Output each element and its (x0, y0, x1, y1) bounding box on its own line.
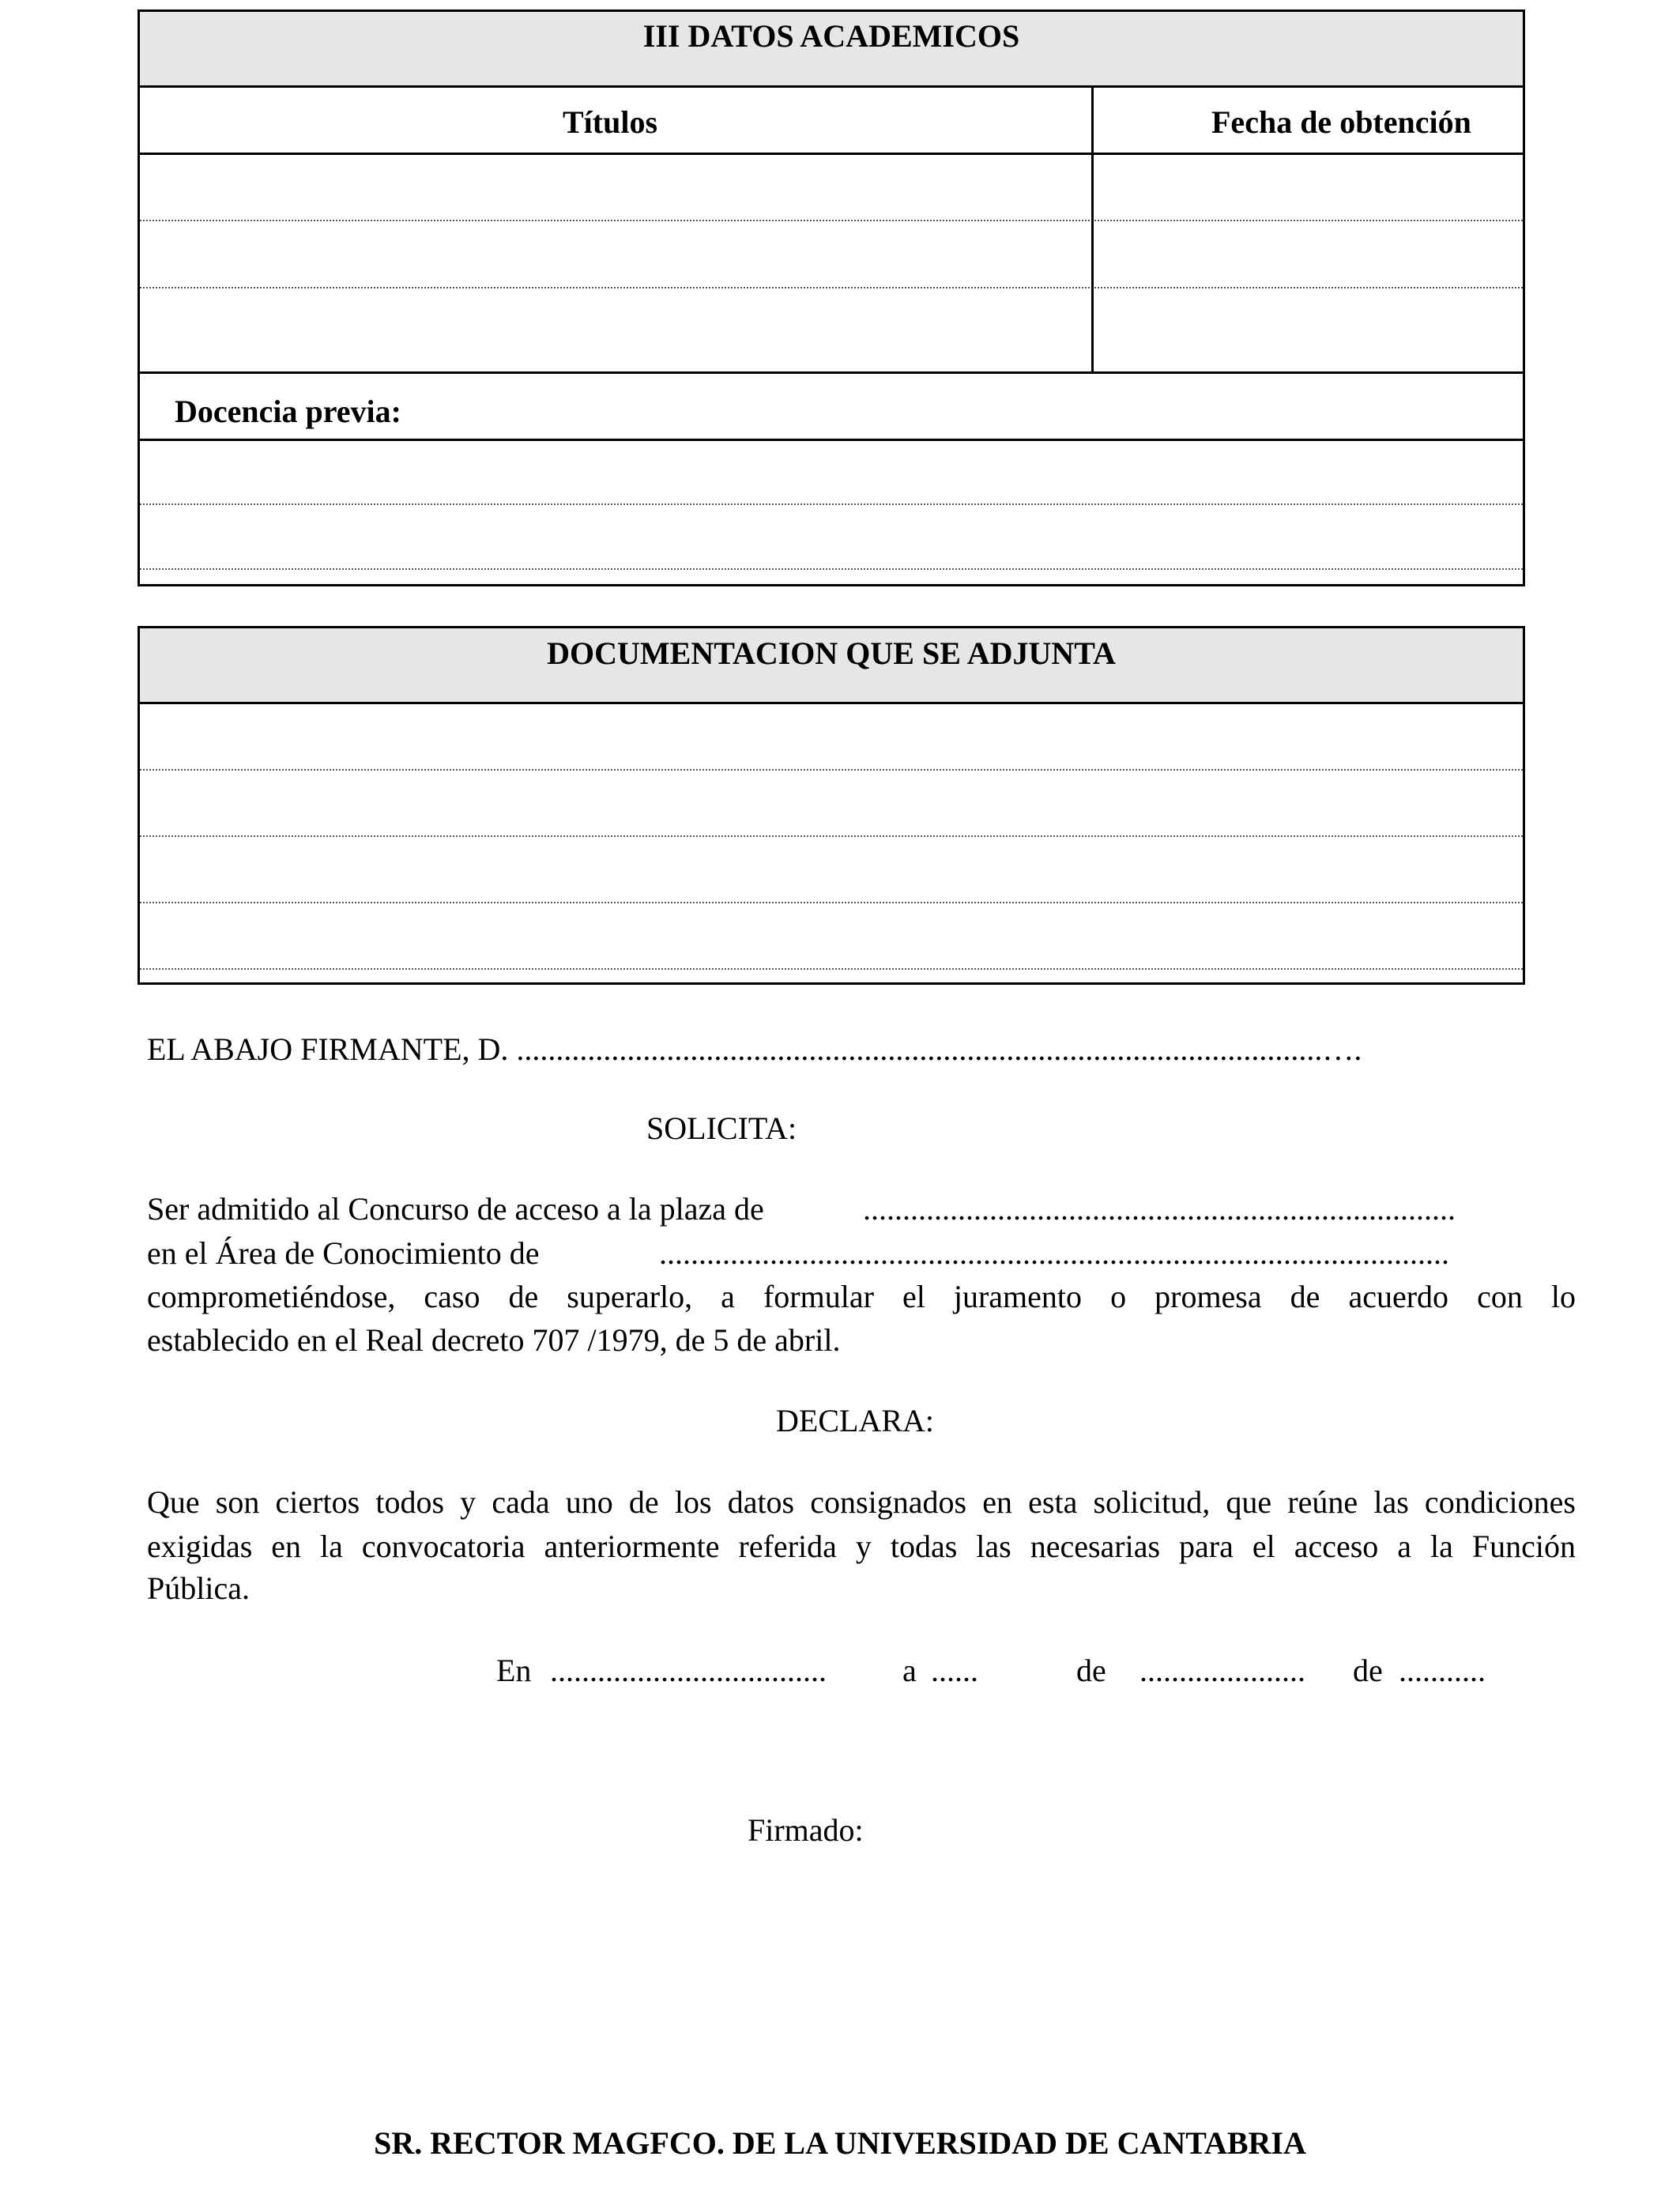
en-label: En (496, 1653, 532, 1688)
statement-line-1: Que son ciertos todos y cada uno de los datos consignados en esta solicitud, que reúne las condiciones (147, 1484, 1576, 1520)
documentation-section (137, 626, 1525, 985)
area-dots[interactable]: .................................................................................................... (659, 1235, 1449, 1271)
documentation-entry-4[interactable] (140, 903, 1523, 967)
area-label: en el Área de Conocimiento de (147, 1235, 540, 1271)
admit-label: Ser admitido al Concurso de acceso a la plaza de (147, 1191, 764, 1227)
solicita-heading: SOLICITA: (646, 1110, 797, 1146)
academic-data-section (137, 9, 1525, 586)
date-entry-1[interactable] (1096, 155, 1523, 220)
year-dots[interactable]: ........... (1399, 1653, 1486, 1688)
signer-line: EL ABAJO FIRMANTE, D. ......................................................................................................…. (147, 1031, 1362, 1067)
signed-label: Firmado: (748, 1812, 864, 1848)
addressee: SR. RECTOR MAGFCO. DE LA UNIVERSIDAD DE CANTABRIA (374, 2125, 1306, 2161)
titles-bottom-divider (140, 371, 1523, 374)
prior-teaching-entry-2[interactable] (140, 506, 1523, 567)
prior-teaching-line-2 (140, 568, 1523, 570)
date-column-header: Fecha de obtención (1211, 104, 1471, 140)
titles-header-row (140, 88, 1523, 156)
title-entry-3[interactable] (140, 288, 1091, 371)
column-divider (1091, 88, 1094, 373)
title-entry-2[interactable] (140, 221, 1091, 286)
statement-line-2: exigidas en la convocatoria anteriormente referida y todas las necesarias para el acceso a la Función (147, 1529, 1576, 1564)
prior-teaching-label: Docencia previa: (175, 394, 401, 429)
titles-column-header: Títulos (563, 104, 658, 140)
documentation-line-4 (140, 968, 1523, 970)
day-dots[interactable]: ...... (931, 1653, 978, 1688)
documentation-entry-2[interactable] (140, 771, 1523, 834)
a-label: a (902, 1653, 917, 1688)
academic-data-header (140, 12, 1523, 88)
de-label-2: de (1353, 1653, 1383, 1688)
date-entry-3[interactable] (1096, 288, 1523, 371)
de-label-1: de (1076, 1653, 1106, 1688)
commitment-line-2: establecido en el Real decreto 707 /1979, de 5 de abril. (147, 1322, 841, 1358)
month-dots[interactable]: ..................... (1139, 1653, 1305, 1688)
statement-line-3: Pública. (147, 1570, 250, 1606)
commitment-line-1: comprometiéndose, caso de superarlo, a formular el juramento o promesa de acuerdo con lo (147, 1279, 1576, 1314)
documentation-entry-3[interactable] (140, 837, 1523, 900)
documentation-entry-1[interactable] (140, 706, 1523, 769)
documentation-header (140, 628, 1523, 704)
admit-position-dots[interactable]: ........................................................................... (863, 1191, 1456, 1227)
date-entry-2[interactable] (1096, 221, 1523, 286)
documentation-title: DOCUMENTACION QUE SE ADJUNTA (547, 635, 1116, 671)
prior-teaching-entry-1[interactable] (140, 441, 1523, 503)
title-entry-1[interactable] (140, 155, 1091, 220)
academic-data-title: III DATOS ACADEMICOS (642, 18, 1020, 54)
place-dots[interactable]: ................................... (550, 1653, 827, 1688)
prior-teaching-line-1 (140, 503, 1523, 505)
declara-heading: DECLARA: (776, 1403, 934, 1438)
